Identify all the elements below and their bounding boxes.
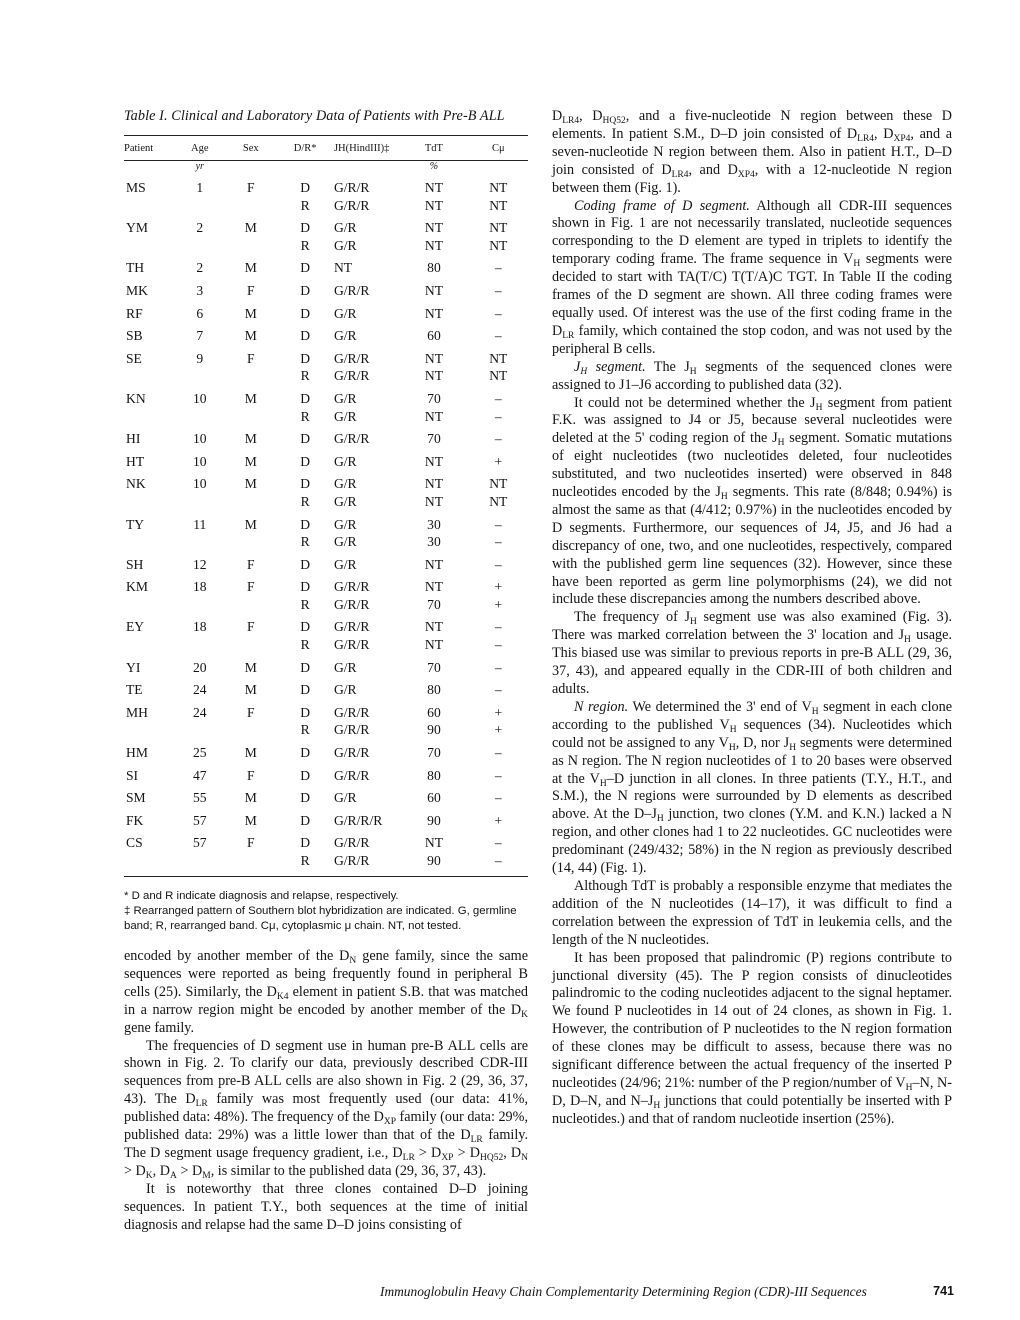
cell-sex (221, 533, 280, 551)
cell-patient: HI (126, 431, 141, 447)
cell-dr: D (300, 180, 311, 195)
cell-age (178, 367, 221, 385)
header-jh: JH(HindIII)‡ (333, 142, 390, 154)
cell-age (178, 596, 221, 614)
cell-tdt: NT (424, 637, 443, 653)
cell-patient (124, 367, 178, 385)
cell-sex: F (246, 704, 255, 720)
cell-patient: TH (126, 260, 145, 276)
table-row (124, 367, 528, 385)
cell-age: 2 (196, 260, 204, 276)
cell-sex: M (244, 659, 257, 675)
cell-sex (221, 197, 280, 215)
cell-tdt: 60 (427, 704, 441, 720)
table-row (124, 237, 528, 255)
cell-sex: M (244, 328, 257, 344)
cell-cmu: NT (489, 237, 508, 253)
cell-patient: MH (126, 704, 148, 720)
left-paragraph-1: encoded by another member of the $D_N$ gene family, since the same sequences were reported as being frequently found in peripheral B cells (25). Similarly, the $D_{K4}$ element in patient S.B. that was matched in a narrow region might be encoded by another member of the $D_K$ gene family. (124, 948, 528, 1036)
table-row (124, 408, 528, 426)
cell-age (178, 237, 221, 255)
cell-jh: G/R/R (333, 745, 370, 761)
cell-cmu: NT (489, 368, 508, 384)
cell-patient: HT (126, 453, 145, 469)
cell-age (178, 721, 221, 739)
cell-dr: R (300, 534, 310, 550)
cell-jh: G/R (333, 453, 357, 469)
cell-jh: G/R (333, 390, 357, 406)
cell-cmu: NT (489, 493, 508, 509)
cell-tdt: 70 (427, 390, 441, 406)
right-paragraph-1: $D_{LR4}$, $D_{HQ52}$, and a five-nucleotide N region between these D elements. In patient S.M., D–D join consisted of $D_{LR4}$, $D_{XP4}$, and a seven-nucleotide N region between them. Also in patient H.T., D–D join consisted of $D_{LR4}$, and $D_{XP4}$, with a 12-nucleotide N region between them (Fig. 1). (552, 108, 953, 196)
left-paragraph-2: The frequencies of D segment use in human pre-B ALL cells are shown in Fig. 2. To clarify our data, previously described CDR-III sequences from pre-B ALL cells are also shown in Fig. 2 (29, 36, 37, 43). The $D_{LR}$ family was most frequently used (our data: 41%, published data: 48%). The frequency of the $D_{XP}$ family (our data: 29%, published data: 29%) was a little lower than that of the $D_{LR}$ family. The D segment usage frequency gradient, i.e., $D_{LR} > D_{XP} > D_{HQ52}$, $D_N > D_K$, $D_A > D_M$, is similar to the published data (29, 36, 37, 43). (124, 1037, 529, 1181)
cell-tdt: 70 (427, 745, 441, 761)
footnote-2: ‡ Rearranged pattern of Southern blot hybridization are indicated. G, germline band; R, rearranged band. Cμ, cytoplasmic μ chain. NT, not tested. (124, 904, 517, 932)
table-row (124, 852, 528, 870)
cell-cmu: – (494, 790, 502, 806)
cell-age: 10 (192, 453, 207, 469)
cell-sex: F (246, 767, 255, 783)
cell-jh: G/R (333, 476, 357, 492)
cell-dr: R (300, 853, 310, 868)
cell-age (178, 852, 221, 870)
cell-jh: G/R/R/R (333, 812, 383, 828)
cell-sex (221, 721, 280, 739)
cell-cmu: – (494, 516, 502, 532)
cell-patient (124, 596, 178, 614)
cell-age: 55 (192, 790, 207, 806)
cell-patient: EY (126, 619, 145, 635)
cell-dr: D (300, 790, 311, 806)
cell-dr: D (300, 390, 311, 406)
cell-tdt: NT (424, 408, 443, 424)
table-row (124, 430, 528, 448)
cell-tdt: 90 (427, 722, 441, 738)
cell-dr: D (300, 579, 311, 595)
cell-sex: M (244, 682, 257, 698)
cell-dr: R (300, 493, 310, 509)
table-row (124, 578, 528, 596)
table-row (124, 533, 528, 551)
cell-jh: G/R/R (333, 835, 370, 851)
cell-jh: G/R/R (333, 722, 370, 738)
cell-cmu: – (494, 619, 502, 635)
unit-age: yr (195, 161, 204, 172)
cell-dr: R (300, 408, 310, 424)
cell-sex (221, 493, 280, 511)
cell-sex (221, 852, 280, 870)
cell-age: 25 (192, 745, 207, 761)
cell-jh: G/R/R (333, 282, 370, 298)
cell-tdt: NT (424, 282, 443, 298)
cell-jh: G/R (333, 790, 357, 806)
cell-jh: G/R (333, 408, 357, 424)
cell-cmu: NT (489, 350, 508, 366)
cell-jh: G/R/R (333, 853, 370, 868)
cell-jh: G/R/R (333, 637, 370, 653)
running-title: Immunoglobulin Heavy Chain Complementarity Determining Region (CDR)-III Sequences (380, 1284, 867, 1299)
cell-dr: D (300, 745, 311, 761)
table-footnotes (124, 889, 528, 934)
cell-jh: G/R (333, 516, 357, 532)
cell-sex (221, 237, 280, 255)
cell-cmu: NT (489, 180, 508, 195)
cell-cmu: + (494, 722, 503, 738)
table-row (124, 453, 528, 471)
cell-dr: R (300, 197, 310, 213)
left-body-text (124, 948, 528, 1235)
table-row (124, 744, 528, 762)
cell-age: 10 (192, 390, 207, 406)
cell-cmu: + (494, 812, 503, 828)
table-row (124, 596, 528, 614)
cell-cmu: – (494, 556, 502, 572)
cell-patient (124, 493, 178, 511)
cell-jh: G/R/R (333, 350, 370, 366)
cell-age (178, 636, 221, 654)
cell-sex: F (246, 835, 255, 851)
cell-sex: M (244, 453, 257, 469)
cell-cmu: NT (489, 220, 508, 236)
right-body-text (552, 108, 952, 1129)
cell-dr: D (300, 767, 311, 783)
table-row (124, 197, 528, 215)
cell-sex: M (244, 220, 257, 236)
cell-tdt: 70 (427, 596, 441, 612)
cell-cmu: – (494, 390, 502, 406)
cell-dr: D (300, 453, 311, 469)
cell-tdt: 30 (427, 516, 441, 532)
cell-dr: D (300, 619, 311, 635)
cell-tdt: NT (424, 305, 443, 321)
cell-age: 12 (192, 556, 207, 572)
right-paragraph-2: Coding frame of D segment. Although all CDR-III sequences shown in Fig. 1 are not necessarily translated, nucleotide sequences corresponding to the D element are typed in triplets to identify the temporary coding frame. The frame sequence in $V_H$ segments were decided to start with TA(T/C) T(T/A)C TGT. In Table II the coding frames of the D segment are shown. All three coding frames were equally used. Of interest was the use of the first coding frame in the $D_{LR}$ family, which contained the stop codon, and was not used by the peripheral B cells. (552, 197, 953, 357)
cell-sex: M (244, 516, 257, 532)
cell-tdt: NT (424, 493, 443, 509)
cell-tdt: 30 (427, 534, 441, 550)
table-row (124, 390, 528, 408)
cell-tdt: 60 (427, 790, 441, 806)
cell-patient: YM (126, 220, 148, 236)
cell-age (178, 493, 221, 511)
cell-dr: D (300, 812, 311, 828)
cell-tdt: NT (424, 350, 443, 366)
table-row (124, 767, 528, 785)
cell-dr: D (300, 282, 311, 298)
cell-tdt: 90 (427, 812, 441, 828)
cell-age: 20 (192, 659, 207, 675)
cell-jh: G/R (333, 556, 357, 572)
cell-jh: G/R (333, 305, 357, 321)
cell-tdt: 90 (427, 853, 441, 868)
table-header-row (124, 136, 528, 160)
cell-age: 57 (192, 835, 207, 851)
right-paragraph-4: It could not be determined whether the $J_H$ segment from patient F.K. was assigned to J4 or J5, because several nucleotides were deleted at the 5' coding region of the $J_H$ segment. Somatic mutations of eight nucleotides (two nucleotides deleted, four nucleotides substituted, and two nucleotides inserted) were observed in 848 nucleotides encoded by the $J_H$ segments. This rate (8/848; 0.94%) is almost the same as that (4/412; 0.97%) in the nucleotides encoded by D segments. Furthermore, our sequences of J4, J5, and J6 had a discrepancy of one, two, and one nucleotides, respectively, compared with the published germ line sequences (32). However, since these have been reported as germ line polymorphisms (24), we did not include these discrepancies among the numbers described above. (552, 394, 952, 608)
footnote-1: * D and R indicate diagnosis and relapse, respectively. (124, 889, 399, 902)
page-number: 741 (933, 1284, 954, 1298)
cell-age: 57 (192, 812, 207, 828)
cell-jh: G/R/R (333, 431, 370, 447)
cell-age: 47 (192, 767, 207, 783)
cell-sex (221, 367, 280, 385)
cell-tdt: NT (424, 180, 443, 195)
cell-jh: G/R (333, 220, 357, 236)
cell-jh: G/R/R (333, 579, 370, 595)
cell-age: 18 (192, 579, 207, 595)
cell-age: 1 (196, 180, 204, 195)
cell-age: 6 (196, 305, 204, 321)
cell-sex: M (244, 476, 257, 492)
table-row (124, 350, 528, 368)
cell-cmu: + (494, 704, 503, 720)
cell-cmu: – (494, 408, 502, 424)
table-row (124, 812, 528, 830)
cell-jh: G/R (333, 493, 357, 509)
cell-patient (124, 533, 178, 551)
cell-patient: CS (126, 835, 143, 851)
cell-jh: G/R/R (333, 619, 370, 635)
cell-patient: MK (126, 282, 148, 298)
cell-cmu: NT (489, 197, 508, 213)
table-row (124, 259, 528, 277)
cell-patient: SB (126, 328, 143, 344)
cell-sex (221, 596, 280, 614)
table-units-row (124, 161, 528, 175)
cell-dr: D (300, 704, 311, 720)
cell-age: 3 (196, 282, 204, 298)
cell-age: 7 (196, 328, 204, 344)
cell-jh: G/R/R (333, 197, 370, 213)
cell-age: 10 (192, 431, 207, 447)
cell-dr: R (300, 637, 310, 653)
cell-sex: M (244, 431, 257, 447)
left-paragraph-3: It is noteworthy that three clones contained D–D joining sequences. In patient T.Y., both sequences at the time of initial diagnosis and relapse had the same D–D joins consisting of (124, 1180, 528, 1233)
cell-patient: HM (126, 745, 148, 761)
cell-jh: G/R/R (333, 180, 370, 195)
cell-patient: MS (126, 180, 146, 195)
table-row (124, 219, 528, 237)
cell-sex: F (246, 350, 255, 366)
cell-cmu: – (494, 745, 502, 761)
table-row (124, 834, 528, 852)
cell-cmu: – (494, 431, 502, 447)
cell-tdt: 60 (427, 328, 441, 344)
cell-patient: NK (126, 476, 146, 492)
cell-age (178, 533, 221, 551)
cell-patient: TE (126, 682, 143, 698)
cell-dr: D (300, 682, 311, 698)
table-row (124, 493, 528, 511)
table-row (124, 659, 528, 677)
cell-jh: G/R/R (333, 368, 370, 384)
cell-cmu: – (494, 767, 502, 783)
cell-dr: D (300, 305, 311, 321)
cell-patient (124, 721, 178, 739)
cell-cmu: + (494, 596, 503, 612)
right-paragraph-6: N region. We determined the 3' end of $V_H$ segment in each clone according to the published $V_H$ sequences (34). Nucleotides which could not be assigned to any $V_H$, D, nor $J_H$ segments were determined as N region. The N region nucleotides of 1 to 20 bases were observed at the $V_H-D$ junction in all clones. In three patients (T.Y., H.T., and S.M.), the N regions were surrounded by D elements as described above. At the $D-J_H$ junction, two clones (Y.M. and K.N.) lacked a N region, and other clones had 1 to 22 nucleotides. GC nucleotides were predominant (249/432; 58%) in the N region as previously described (14, 44) (Fig. 1). (552, 698, 952, 877)
table-bottom-rule (124, 876, 528, 877)
cell-cmu: – (494, 659, 502, 675)
table-block (124, 108, 528, 934)
cell-jh: G/R (333, 659, 357, 675)
cell-jh: G/R/R (333, 767, 370, 783)
cell-sex: F (246, 556, 255, 572)
cell-tdt: NT (424, 220, 443, 236)
cell-age: 18 (192, 619, 207, 635)
header-dr: D/R* (293, 142, 317, 154)
cell-tdt: NT (424, 197, 443, 213)
table-body (124, 175, 528, 876)
cell-jh: NT (333, 260, 353, 276)
cell-patient: SH (126, 556, 144, 572)
cell-cmu: + (494, 453, 503, 469)
cell-sex (221, 408, 280, 426)
page-footer (380, 1284, 954, 1300)
cell-sex: F (246, 180, 255, 195)
cell-tdt: NT (424, 453, 443, 469)
cell-tdt: NT (424, 237, 443, 253)
cell-tdt: NT (424, 368, 443, 384)
cell-age: 9 (196, 350, 204, 366)
cell-jh: G/R (333, 682, 357, 698)
cell-patient (124, 408, 178, 426)
cell-patient (124, 636, 178, 654)
right-paragraph-5: The frequency of $J_H$ segment use was also examined (Fig. 3). There was marked correlation between the 3' location and $J_H$ usage. This biased use was similar to previous reports in pre-B ALL (29, 36, 37, 43), and appeared equally in the CDR-III of both children and adults. (552, 609, 952, 697)
table-row (124, 636, 528, 654)
cell-dr: D (300, 328, 311, 344)
cell-sex: M (244, 390, 257, 406)
cell-dr: D (300, 556, 311, 572)
cell-tdt: NT (424, 619, 443, 635)
cell-jh: G/R (333, 534, 357, 550)
cell-dr: R (300, 596, 310, 612)
header-patient: Patient (124, 142, 154, 154)
cell-sex: M (244, 305, 257, 321)
table-row (124, 721, 528, 739)
cell-dr: R (300, 237, 310, 253)
cell-age (178, 408, 221, 426)
cell-cmu: – (494, 328, 502, 344)
right-paragraph-8: It has been proposed that palindromic (P) regions contribute to junctional diversity (45). The P region consists of dinucleotides palindromic to the coding nucleotides adjacent to the signal heptamer. We found P nucleotides in 14 out of 24 clones, as shown in Fig. 1. However, the contribution of P nucleotides to the N region formation of these clones may be difficult to assess, because there was no significant difference between the actual frequency of the inserted P nucleotides (24/96; 21%: number of the P region/number of $V_H-N$, N-D, D–N, and $N-J_H$ junctions that could potentially be inserted with P nucleotides.) and that of random nucleotide insertion (25%). (552, 949, 953, 1127)
cell-dr: D (300, 431, 311, 447)
cell-dr: D (300, 476, 311, 492)
cell-cmu: + (494, 579, 503, 595)
table-row (124, 704, 528, 722)
cell-jh: G/R/R (333, 704, 370, 720)
cell-sex: M (244, 812, 257, 828)
cell-cmu: – (494, 682, 502, 698)
table-row (124, 282, 528, 300)
cell-patient: FK (126, 812, 144, 828)
cell-cmu: – (494, 637, 502, 653)
header-sex: Sex (242, 142, 259, 154)
cell-patient: TY (126, 516, 145, 532)
header-age: Age (190, 142, 209, 154)
cell-patient (124, 852, 178, 870)
right-paragraph-3: $J_H$ segment. The $J_H$ segments of the sequenced clones were assigned to J1–J6 according to published data (32). (552, 358, 952, 393)
cell-tdt: 70 (427, 431, 441, 447)
cell-cmu: – (494, 835, 502, 851)
cell-sex: F (246, 619, 255, 635)
cell-dr: D (300, 350, 311, 366)
cell-patient: SI (126, 767, 139, 783)
cell-cmu: – (494, 282, 502, 298)
table-row (124, 327, 528, 345)
cell-cmu: – (494, 534, 502, 550)
cell-patient: SM (126, 790, 146, 806)
cell-sex: M (244, 260, 257, 276)
cell-age: 2 (196, 220, 204, 236)
cell-cmu: – (494, 260, 502, 276)
cell-patient: YI (126, 659, 141, 675)
cell-cmu: – (494, 305, 502, 321)
table-row (124, 475, 528, 493)
cell-cmu: NT (489, 476, 508, 492)
cell-age (178, 197, 221, 215)
right-paragraph-7: Although TdT is probably a responsible enzyme that mediates the addition of the N nucleotides (14–17), it was difficult to find a correlation between the expression of TdT in leukemia cells, and the length of the N nucleotides. (552, 877, 952, 948)
table-row (124, 681, 528, 699)
cell-sex (221, 636, 280, 654)
cell-dr: D (300, 220, 311, 236)
cell-dr: D (300, 260, 311, 276)
cell-jh: G/R (333, 237, 357, 253)
cell-patient (124, 237, 178, 255)
cell-age: 24 (192, 682, 207, 698)
cell-patient: SE (126, 350, 142, 366)
cell-age: 24 (192, 704, 207, 720)
cell-dr: R (300, 722, 310, 738)
header-cmu: Cμ (491, 142, 505, 154)
cell-tdt: NT (424, 556, 443, 572)
cell-tdt: 80 (427, 260, 441, 276)
cell-dr: R (300, 368, 310, 384)
table-row (124, 179, 528, 197)
cell-sex: M (244, 790, 257, 806)
cell-tdt: 80 (427, 682, 441, 698)
cell-tdt: NT (424, 579, 443, 595)
cell-tdt: NT (424, 476, 443, 492)
cell-jh: G/R (333, 328, 357, 344)
cell-patient: KM (126, 579, 148, 595)
unit-tdt: % (429, 161, 439, 172)
table-caption: Table I. Clinical and Laboratory Data of Patients with Pre-B ALL (124, 108, 505, 124)
table-row (124, 789, 528, 807)
cell-sex: F (246, 282, 255, 298)
table-row (124, 305, 528, 323)
cell-tdt: 80 (427, 767, 441, 783)
cell-cmu: – (494, 853, 502, 868)
cell-patient (124, 197, 178, 215)
cell-tdt: NT (424, 835, 443, 851)
table-row (124, 556, 528, 574)
cell-age: 11 (193, 516, 207, 532)
cell-sex: M (244, 745, 257, 761)
cell-patient: RF (126, 305, 143, 321)
table-row (124, 618, 528, 636)
cell-age: 10 (192, 476, 207, 492)
cell-tdt: 70 (427, 659, 441, 675)
cell-patient: KN (126, 390, 146, 406)
table-row (124, 516, 528, 534)
header-tdt: TdT (424, 142, 443, 154)
cell-dr: D (300, 659, 311, 675)
cell-dr: D (300, 835, 311, 851)
cell-dr: D (300, 516, 311, 532)
cell-jh: G/R/R (333, 596, 370, 612)
cell-sex: F (246, 579, 255, 595)
